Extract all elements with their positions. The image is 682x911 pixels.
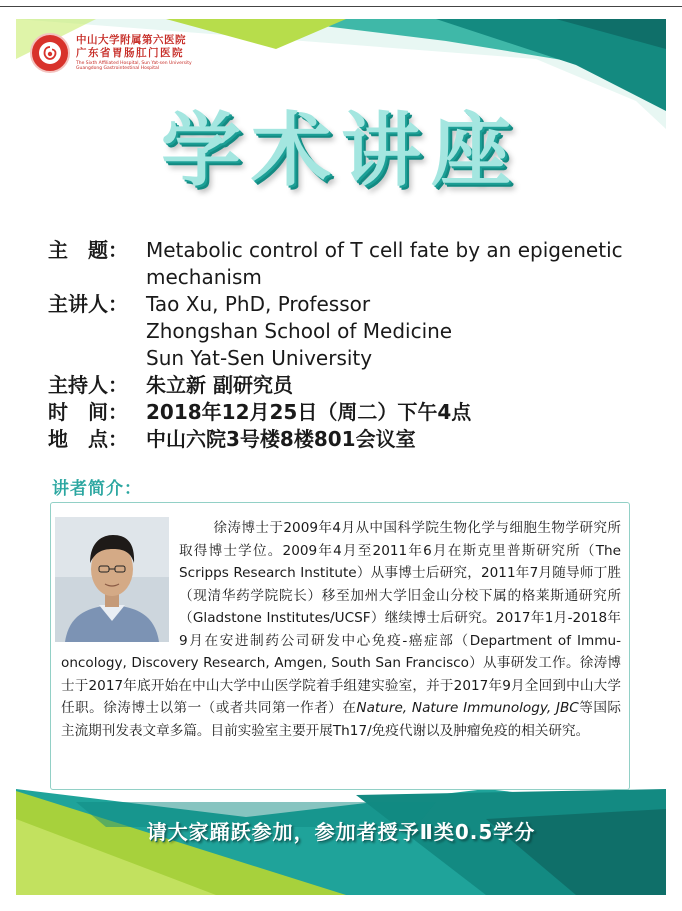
hospital-name-line2: 广东省胃肠肛门医院 [76,47,184,59]
bio-box [50,502,630,790]
bio-text-part1: 徐涛博士于2009年4月从中国科学院生物化学与细胞生物学研究所取得博士学位。2009年4月至2011年6月在斯克里普斯研究所（The Scripps Research Institute）从事博士后研究，2011年7月随导师丁胜（现清华药学院院长）移至加州大学旧金山分校下属的格莱斯通研究所（Gladstone Institutes/UCSF）继续博士后研究。2017年1月-2018年9月在安进制药公司研发中心免疫-癌症部（Department of Immu-oncology, Discovery Research, Amgen, South San Francisco）从事研发工作。徐涛博士于2017年底开始在中山大学中山医学院着手组建实验室，并于2017年9月全回到中山大学任职。徐涛博士以第一（或者共同第一作者）在 [61,520,621,716]
lecture-poster [16,19,666,895]
bio-text-part2: 等国际主流期刊发表文章多篇。目前实验室主要开展Th17/免疫代谢以及肿瘤免疫的相关研究。 [61,700,622,739]
poster-headline: 学术讲座 [161,104,521,197]
time-value: 2018年12月25日（周二）下午4点 [146,400,472,424]
bio-text [51,517,631,742]
hospital-seal-icon [30,33,70,73]
time-row [48,399,658,426]
speaker-row [48,291,658,372]
lecture-info [48,237,658,453]
topic-line-1: Metabolic control of T cell fate by an epigenetic [146,238,623,262]
place-value: 中山六院3号楼8楼801会议室 [146,427,416,451]
topic-line-2: mechanism [146,265,262,289]
host-label: 主持人： [48,373,128,397]
speaker-line-1: Tao Xu, PhD, Professor [146,292,371,316]
topic-value [146,237,623,291]
topic-label: 主 题： [48,238,128,262]
speaker-line-2: Zhongshan School of Medicine [146,319,453,343]
speaker-value [146,291,452,372]
hospital-english-line2: Guangdong Gastrointestinal Hospital [76,66,160,71]
hospital-logo [30,33,192,73]
credit-notice: 请大家踊跃参加，参加者授予Ⅱ类0.5学分 [146,820,536,844]
time-label: 时 间： [48,400,128,424]
bio-heading: 讲者简介： [52,479,142,499]
speaker-line-3: Sun Yat-Sen University [146,346,373,370]
bio-journals: Nature, Nature Immunology, JBC [356,700,579,716]
place-label: 地 点： [48,427,128,451]
hospital-name-line1: 中山大学附属第六医院 [76,33,186,46]
speaker-label: 主讲人： [48,292,128,316]
place-row [48,426,658,453]
hospital-english-line1: The Sixth Affiliated Hospital, Sun Yat-sen University [76,60,192,66]
top-rule [0,6,682,7]
host-row [48,372,658,399]
host-value: 朱立新 副研究员 [146,373,293,397]
topic-row [48,237,658,291]
